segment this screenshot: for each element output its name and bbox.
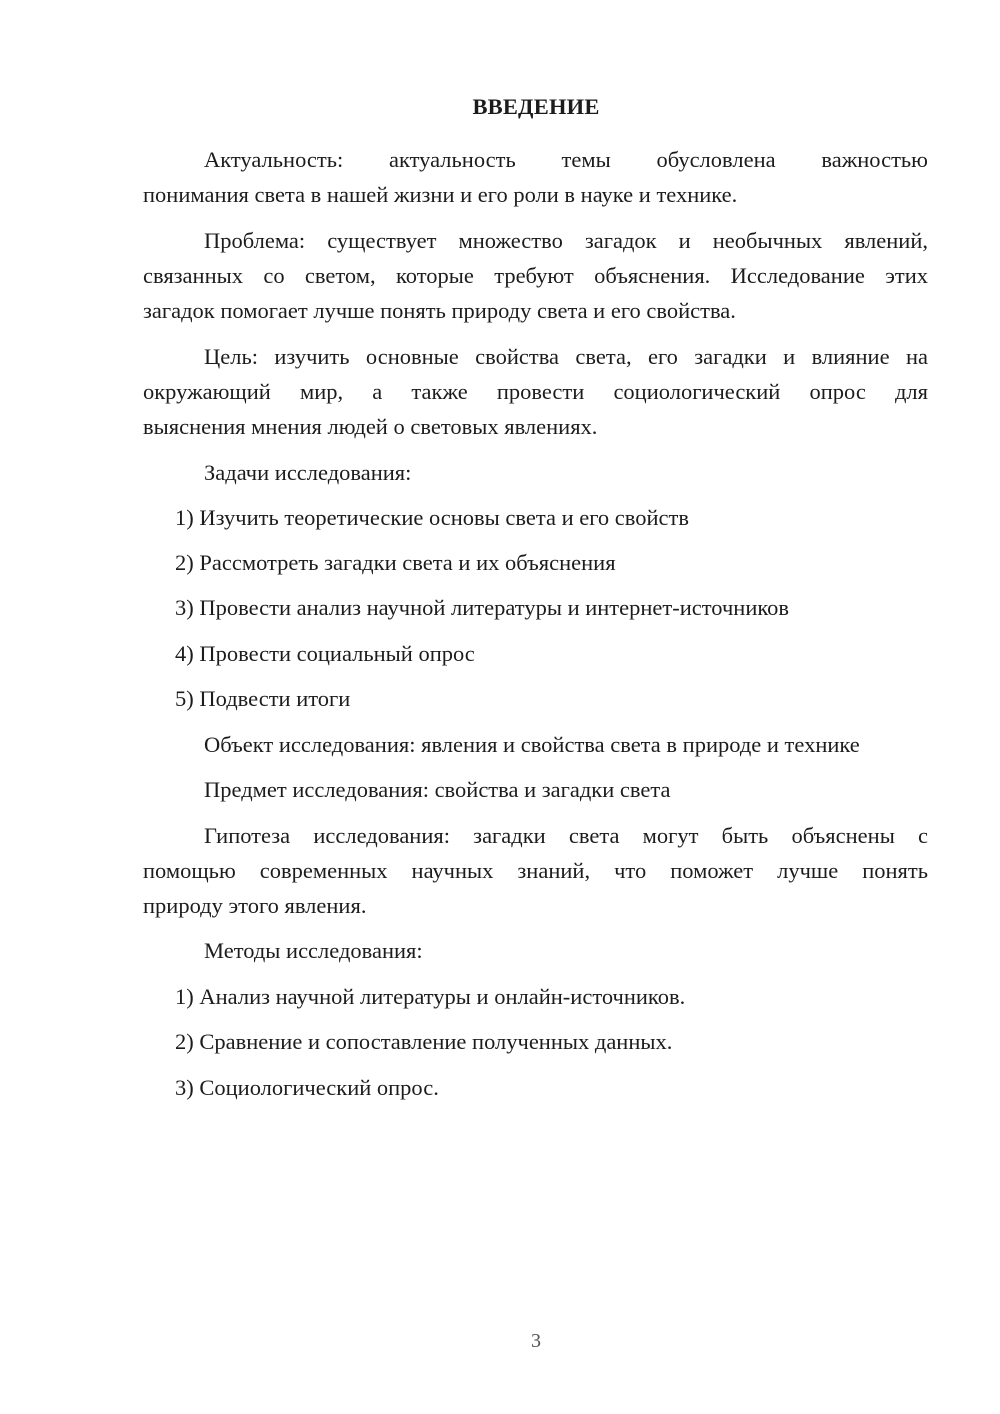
goal-line-1: Цель: изучить основные свойства света, его загадки и влияние на	[204, 344, 928, 369]
method-item-3: 3) Социологический опрос.	[175, 1075, 439, 1100]
relevance-line-1: Актуальность: актуальность темы обусловлена важностью	[204, 147, 928, 172]
task-item-2: 2) Рассмотреть загадки света и их объяснения	[175, 550, 616, 575]
research-object: Объект исследования: явления и свойства света в природе и технике	[204, 732, 860, 757]
goal-paragraph	[143, 339, 928, 444]
hypothesis-line-2: помощью современных научных знаний, что поможет лучше понять	[143, 858, 928, 883]
hypothesis-paragraph	[143, 818, 928, 923]
method-item-1: 1) Анализ научной литературы и онлайн-источников.	[175, 984, 686, 1009]
problem-paragraph	[143, 223, 928, 328]
hypothesis-line-1: Гипотеза исследования: загадки света могут быть объяснены с	[204, 823, 928, 848]
hypothesis-line-3: природу этого явления.	[143, 893, 367, 918]
task-item-5: 5) Подвести итоги	[175, 686, 351, 711]
relevance-paragraph	[143, 142, 928, 212]
problem-line-1: Проблема: существует множество загадок и необычных явлений,	[204, 228, 928, 253]
method-item-2: 2) Сравнение и сопоставление полученных данных.	[175, 1029, 673, 1054]
page-number: 3	[531, 1330, 541, 1352]
goal-line-3: выяснения мнения людей о световых явлениях.	[143, 414, 598, 439]
page-title: ВВЕДЕНИЕ	[472, 94, 600, 119]
task-item-4: 4) Провести социальный опрос	[175, 641, 475, 666]
goal-line-2: окружающий мир, а также провести социологический опрос для	[143, 379, 928, 404]
problem-line-2: связанных со светом, которые требуют объяснения. Исследование этих	[143, 263, 928, 288]
problem-line-3: загадок помогает лучше понять природу света и его свойства.	[143, 298, 736, 323]
task-item-1: 1) Изучить теоретические основы света и его свойств	[175, 505, 689, 530]
relevance-line-2: понимания света в нашей жизни и его роли в науке и технике.	[143, 182, 738, 207]
research-subject: Предмет исследования: свойства и загадки света	[204, 777, 671, 802]
task-item-3: 3) Провести анализ научной литературы и интернет-источников	[175, 595, 790, 620]
methods-heading: Методы исследования:	[204, 938, 423, 963]
tasks-heading: Задачи исследования:	[204, 460, 412, 485]
